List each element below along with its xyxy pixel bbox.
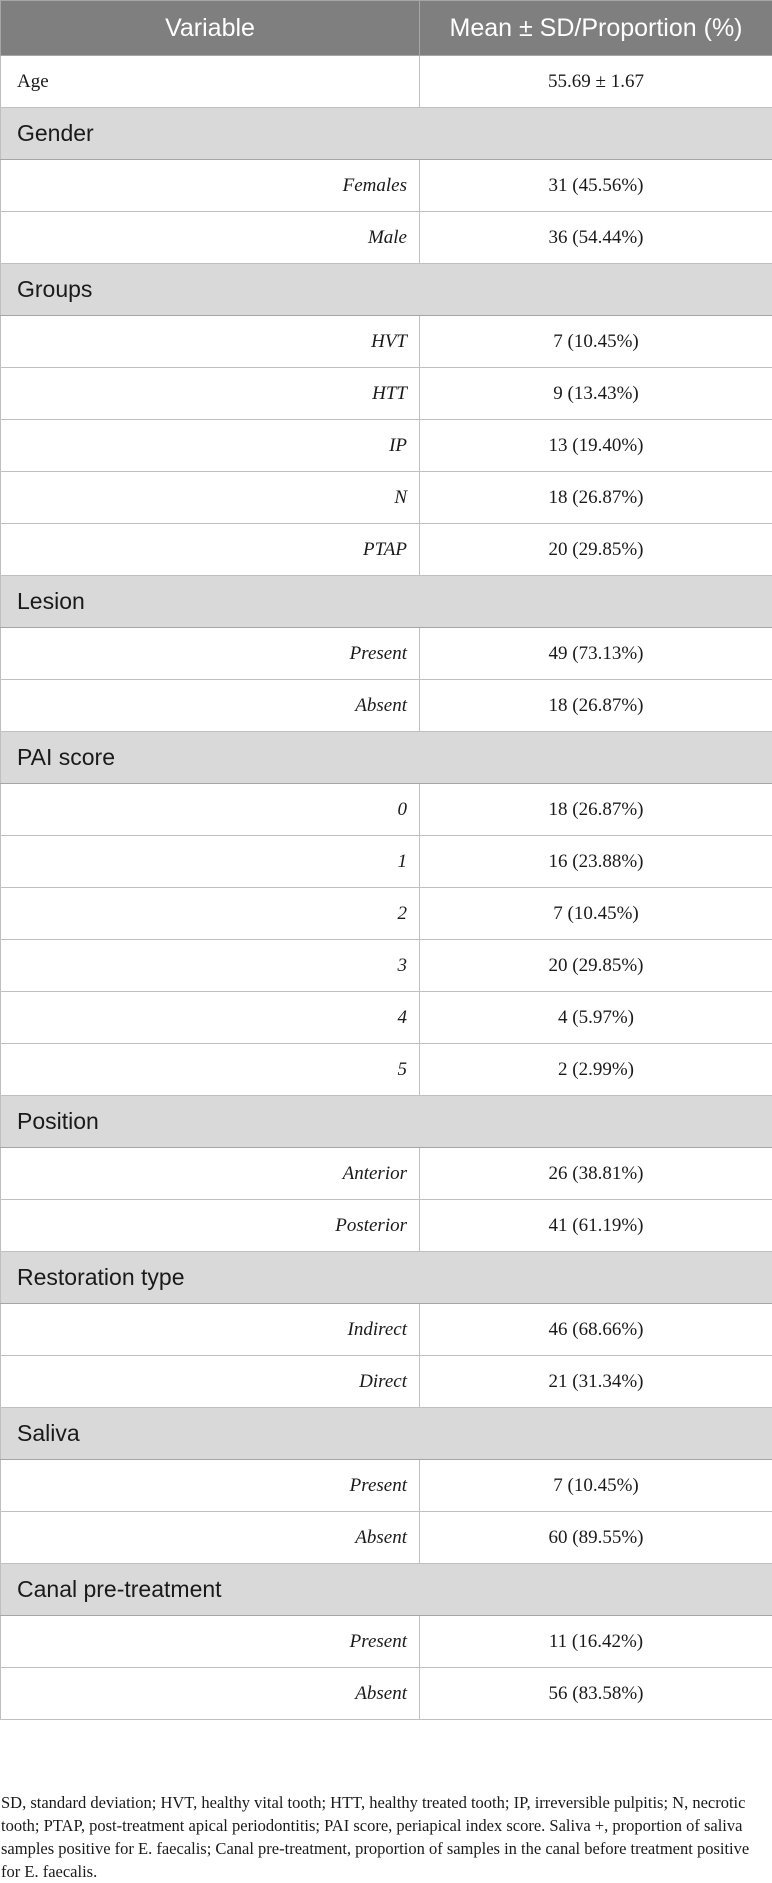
row-label: HVT [1,316,420,368]
table-row [1,524,772,576]
row-value: 18 (26.87%) [420,784,772,836]
row-label: Posterior [1,1200,420,1252]
group-title: Groups [1,264,772,316]
group-title: PAI score [1,732,772,784]
table-row [1,1200,772,1252]
table-row [1,1460,772,1512]
group-title: Position [1,1096,772,1148]
row-label: Present [1,1460,420,1512]
group-title: Lesion [1,576,772,628]
row-label: PTAP [1,524,420,576]
row-value: 20 (29.85%) [420,524,772,576]
group-header-row [1,1096,772,1148]
table-row [1,836,772,888]
table-row [1,1304,772,1356]
row-value: 49 (73.13%) [420,628,772,680]
table-row [1,1616,772,1668]
table-header-row [1,1,772,56]
row-value: 20 (29.85%) [420,940,772,992]
row-value: 7 (10.45%) [420,888,772,940]
group-header-row [1,732,772,784]
group-header-row [1,264,772,316]
table-row [1,472,772,524]
row-label: Male [1,212,420,264]
group-header-row [1,108,772,160]
table-row [1,420,772,472]
row-label: IP [1,420,420,472]
table-body [1,56,772,1720]
header-mean-sd-proportion: Mean ± SD/Proportion (%) [420,1,772,56]
row-value: 13 (19.40%) [420,420,772,472]
row-label: Direct [1,1356,420,1408]
row-label: HTT [1,368,420,420]
row-value: 9 (13.43%) [420,368,772,420]
row-label: Females [1,160,420,212]
table-row [1,992,772,1044]
table-row [1,1512,772,1564]
row-value: 18 (26.87%) [420,680,772,732]
row-value: 4 (5.97%) [420,992,772,1044]
group-title: Saliva [1,1408,772,1460]
table-row [1,1044,772,1096]
row-label: Present [1,1616,420,1668]
table-row [1,888,772,940]
group-header-row [1,1252,772,1304]
row-value: 55.69 ± 1.67 [420,56,772,108]
row-label: 0 [1,784,420,836]
row-value: 46 (68.66%) [420,1304,772,1356]
table-footnote: SD, standard deviation; HVT, healthy vital tooth; HTT, healthy treated tooth; IP, irreversible pulpitis; N, necrotic tooth; PTAP, post-treatment apical periodontitis; PAI score, periapical index score. Saliva +, proportion of saliva samples positive for E. faecalis; Canal pre-treatment, proportion of samples in the canal before treatment positive for E. faecalis. [0,1791,763,1883]
row-value: 2 (2.99%) [420,1044,772,1096]
row-label: Present [1,628,420,680]
row-label: Absent [1,1668,420,1720]
table-row [1,1668,772,1720]
table-row [1,784,772,836]
row-value: 36 (54.44%) [420,212,772,264]
table-row [1,160,772,212]
table-row [1,316,772,368]
table-row [1,212,772,264]
header-variable: Variable [1,1,420,56]
row-value: 56 (83.58%) [420,1668,772,1720]
table-row [1,680,772,732]
table-row [1,1356,772,1408]
group-header-row [1,576,772,628]
row-value: 11 (16.42%) [420,1616,772,1668]
row-value: 7 (10.45%) [420,316,772,368]
table-row [1,368,772,420]
row-value: 18 (26.87%) [420,472,772,524]
row-label: Age [1,56,420,108]
row-label: Anterior [1,1148,420,1200]
row-label: 2 [1,888,420,940]
row-value: 26 (38.81%) [420,1148,772,1200]
row-value: 7 (10.45%) [420,1460,772,1512]
row-label: 4 [1,992,420,1044]
group-header-row [1,1408,772,1460]
row-label: 5 [1,1044,420,1096]
row-label: 1 [1,836,420,888]
table-row [1,1148,772,1200]
row-value: 31 (45.56%) [420,160,772,212]
table-row [1,940,772,992]
group-title: Restoration type [1,1252,772,1304]
row-label: Absent [1,1512,420,1564]
row-label: 3 [1,940,420,992]
group-title: Gender [1,108,772,160]
row-label: Indirect [1,1304,420,1356]
table-row [1,628,772,680]
row-label: N [1,472,420,524]
group-title: Canal pre-treatment [1,1564,772,1616]
group-header-row [1,1564,772,1616]
row-label: Absent [1,680,420,732]
row-value: 16 (23.88%) [420,836,772,888]
table-row [1,56,772,108]
row-value: 60 (89.55%) [420,1512,772,1564]
row-value: 21 (31.34%) [420,1356,772,1408]
row-value: 41 (61.19%) [420,1200,772,1252]
